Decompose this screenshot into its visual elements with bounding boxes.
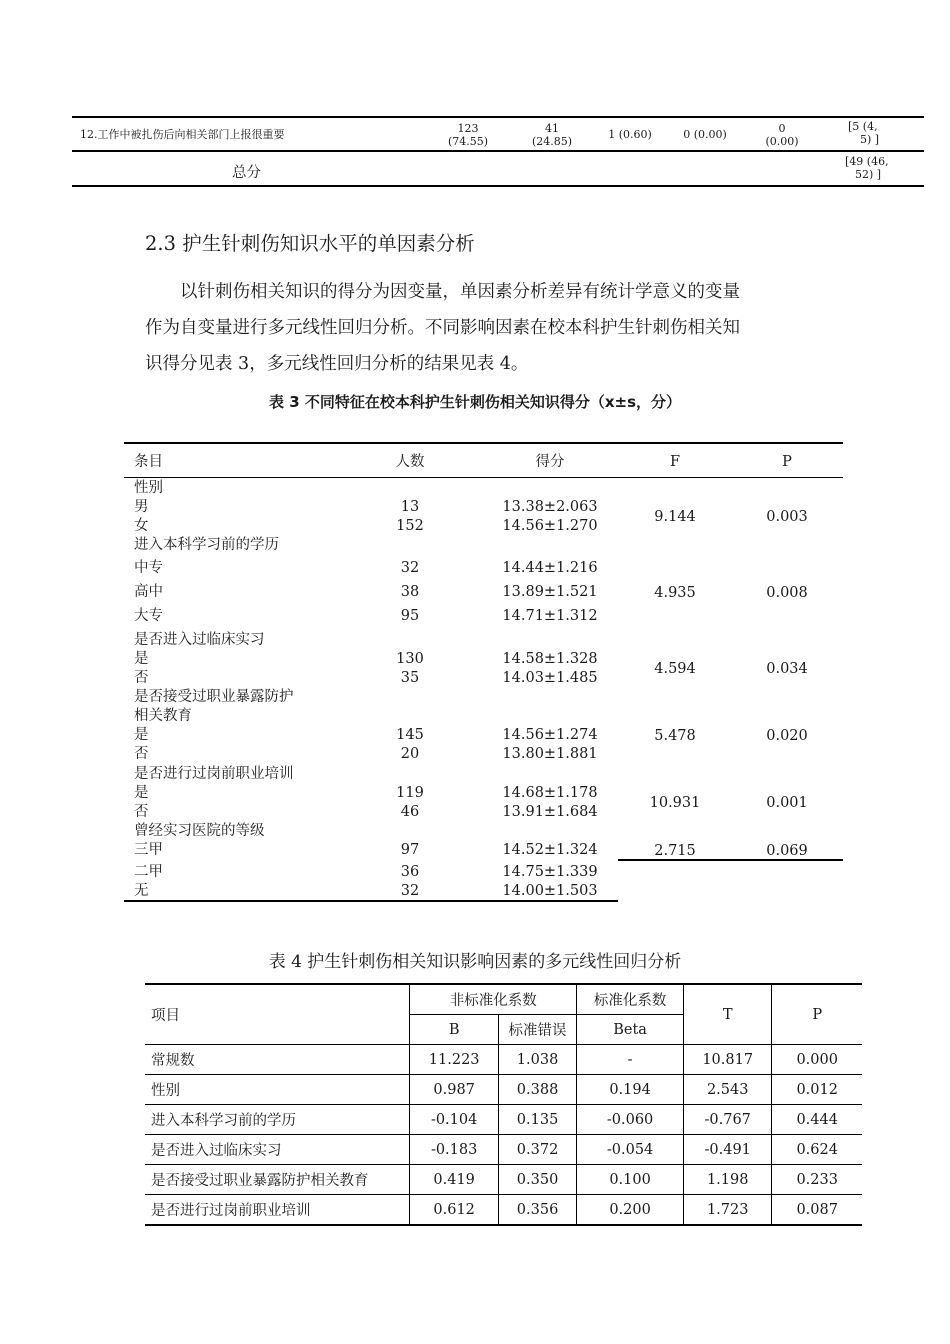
table3-row-n: 97	[400, 842, 420, 858]
table4-cell-t: 2.543	[683, 1075, 771, 1105]
table3-row-item: 中专	[134, 560, 163, 576]
row12-c4: 0 (0.00)	[683, 128, 727, 141]
row12-c5: 0 (0.00)	[765, 122, 799, 148]
table3-rule-bottom	[124, 900, 618, 902]
table4-cell-se: 0.372	[498, 1135, 576, 1165]
table3-row-item: 是否进行过岗前职业培训	[134, 766, 294, 782]
table4-cell-se: 0.350	[498, 1165, 576, 1195]
table3-header-p: P	[782, 454, 792, 470]
table3-stat-f: 9.144	[654, 509, 696, 525]
table3-stat-f: 4.935	[654, 585, 696, 601]
table4-header-beta: Beta	[577, 1015, 684, 1045]
table4-cell-item: 是否进入过临床实习	[145, 1135, 410, 1165]
table3-stat-p: 0.008	[766, 585, 808, 601]
table3-stat-f: 5.478	[654, 728, 696, 744]
table4-cell-p: 0.233	[772, 1165, 862, 1195]
table4-cell-p: 0.624	[772, 1135, 862, 1165]
table3-rule-stats-bottom	[618, 859, 843, 861]
table3-row-score: 14.52±1.324	[502, 842, 598, 858]
table4-row	[145, 1165, 862, 1195]
table3-row-score: 13.38±2.063	[502, 499, 598, 515]
table4-cell-p: 0.444	[772, 1105, 862, 1135]
table3-row-item: 性别	[134, 480, 163, 496]
table3-row-item: 高中	[134, 584, 163, 600]
table3-header-score: 得分	[535, 454, 565, 470]
table3-row-score: 14.00±1.503	[502, 883, 598, 899]
table4-row	[145, 1105, 862, 1135]
table4-row	[145, 1045, 862, 1075]
table3-row-item: 大专	[134, 608, 163, 624]
table3-row-item: 是	[134, 651, 149, 667]
section-paragraph: 以针刺伤相关知识的得分为因变量，单因素分析差异有统计学意义的变量 作为自变量进行多元线性回归分析。不同影响因素在校本科护生针刺伤相关知 识得分见表 3，多元线性回归分析的结果见表 4。	[145, 282, 740, 374]
table4-cell-t: -0.767	[683, 1105, 771, 1135]
table4-header-unstd: 非标准化系数	[410, 984, 577, 1015]
table3-row-item: 女	[134, 518, 149, 534]
table4	[145, 983, 862, 1226]
table3-row-item: 是	[134, 727, 149, 743]
section-heading: 2.3 护生针刺伤知识水平的单因素分析	[145, 232, 475, 255]
table3-header-item: 条目	[134, 454, 163, 470]
table3-row-item: 否	[134, 804, 149, 820]
top-table-rule-top	[72, 116, 924, 118]
table4-header-std: 标准化系数	[577, 984, 684, 1015]
table3-row-item: 男	[134, 499, 149, 515]
table4-cell-b: -0.104	[410, 1105, 498, 1135]
table3-header-n: 人数	[395, 454, 425, 470]
table4-header-b: B	[410, 1015, 498, 1045]
table3-row-n: 36	[400, 864, 420, 880]
table4-cell-se: 0.388	[498, 1075, 576, 1105]
table4-row	[145, 1075, 862, 1105]
table4-cell-b: -0.183	[410, 1135, 498, 1165]
table4-cell-b: 0.987	[410, 1075, 498, 1105]
top-table-rule-mid	[72, 150, 924, 152]
table4-cell-beta: 0.100	[577, 1165, 684, 1195]
table3-row-item: 进入本科学习前的学历	[134, 537, 279, 553]
table4-cell-b: 11.223	[410, 1045, 498, 1075]
table3-row-item: 曾经实习医院的等级	[134, 823, 265, 839]
table3-row-n: 46	[400, 804, 420, 820]
table3-stat-p: 0.034	[766, 661, 808, 677]
table3-row-item: 是否接受过职业暴露防护	[134, 689, 294, 705]
table4-cell-beta: 0.194	[577, 1075, 684, 1105]
table3-row-score: 14.03±1.485	[502, 670, 598, 686]
table4-cell-beta: 0.200	[577, 1195, 684, 1226]
table3-row-n: 38	[400, 584, 420, 600]
table4-cell-se: 0.356	[498, 1195, 576, 1226]
row12-c6: [5 (4, 5) ]	[848, 120, 880, 146]
table3-row-n: 152	[396, 518, 424, 534]
table4-row	[145, 1135, 862, 1165]
table4-cell-p: 0.012	[772, 1075, 862, 1105]
table3-row-item: 无	[134, 883, 149, 899]
table3-row-item: 否	[134, 670, 149, 686]
table3-row-score: 13.80±1.881	[502, 746, 598, 762]
table3-row-n: 95	[400, 608, 420, 624]
table3-row-item: 是	[134, 785, 149, 801]
table3-row-item: 二甲	[134, 864, 163, 880]
table4-cell-p: 0.087	[772, 1195, 862, 1226]
table4-header-t: T	[683, 984, 771, 1045]
table3-row-n: 32	[400, 560, 420, 576]
table3-row-score: 13.91±1.684	[502, 804, 598, 820]
table3-row-n: 20	[400, 746, 420, 762]
table3-row-score: 14.71±1.312	[502, 608, 598, 624]
table4-cell-t: 1.723	[683, 1195, 771, 1226]
table4-header-item: 项目	[145, 984, 410, 1045]
table4-cell-p: 0.000	[772, 1045, 862, 1075]
row12-c2: 41 (24.85)	[531, 122, 573, 148]
table4-cell-beta: -	[577, 1045, 684, 1075]
table3-row-n: 145	[396, 727, 424, 743]
table4-header-p: P	[772, 984, 862, 1045]
table3-stat-f: 10.931	[649, 795, 701, 811]
table4-cell-t: -0.491	[683, 1135, 771, 1165]
table3-rule-top	[124, 442, 843, 444]
table3-row-score: 14.56±1.274	[502, 727, 598, 743]
table4-cell-t: 10.817	[683, 1045, 771, 1075]
table3-stat-p: 0.003	[766, 509, 808, 525]
table3-row-score: 14.68±1.178	[502, 785, 598, 801]
table3-row-score: 14.58±1.328	[502, 651, 598, 667]
table4-cell-b: 0.419	[410, 1165, 498, 1195]
table3-stat-p: 0.020	[766, 728, 808, 744]
table3-row-item: 否	[134, 746, 149, 762]
table3-row-n: 13	[400, 499, 420, 515]
table3-row-n: 35	[400, 670, 420, 686]
table4-cell-item: 是否进行过岗前职业培训	[145, 1195, 410, 1226]
row12-item: 12.工作中被扎伤后向相关部门上报很重要	[80, 128, 285, 141]
table4-title: 表 4 护生针刺伤相关知识影响因素的多元线性回归分析	[268, 952, 682, 972]
table3-row-score: 14.44±1.216	[502, 560, 598, 576]
total-value: [49 (46, 52) ]	[845, 155, 889, 181]
table4-cell-se: 0.135	[498, 1105, 576, 1135]
table3-row-score: 13.89±1.521	[502, 584, 598, 600]
table3-row-n: 32	[400, 883, 420, 899]
table4-cell-item: 是否接受过职业暴露防护相关教育	[145, 1165, 410, 1195]
table4-cell-beta: -0.054	[577, 1135, 684, 1165]
table3-row-score: 14.75±1.339	[502, 864, 598, 880]
table4-cell-item: 性别	[145, 1075, 410, 1105]
table4-cell-t: 1.198	[683, 1165, 771, 1195]
table4-cell-item: 进入本科学习前的学历	[145, 1105, 410, 1135]
table3-row-score: 14.56±1.270	[502, 518, 598, 534]
top-table-rule-bottom	[72, 185, 924, 187]
table4-body	[145, 1045, 862, 1226]
total-label: 总分	[232, 165, 261, 181]
table4-cell-item: 常规数	[145, 1045, 410, 1075]
table4-row	[145, 1195, 862, 1226]
table3-header-f: F	[669, 454, 681, 470]
table3-rule-header	[124, 477, 843, 478]
table4-cell-se: 1.038	[498, 1045, 576, 1075]
table3-stat-f: 2.715	[654, 843, 696, 859]
row12-c1: 123 (74.55)	[447, 122, 489, 148]
table3-row-n: 130	[396, 651, 424, 667]
table4-cell-b: 0.612	[410, 1195, 498, 1226]
row12-c3: 1 (0.60)	[608, 128, 652, 141]
table3-row-item: 是否进入过临床实习	[134, 632, 265, 648]
table3-stat-p: 0.001	[766, 795, 808, 811]
table4-cell-beta: -0.060	[577, 1105, 684, 1135]
table3-title: 表 3 不同特征在校本科护生针刺伤相关知识得分（x±s，分）	[268, 393, 682, 411]
table3-row-item: 相关教育	[134, 708, 192, 724]
table3-row-item: 三甲	[134, 842, 163, 858]
table3-row-n: 119	[396, 785, 424, 801]
table4-header-se: 标准错误	[498, 1015, 576, 1045]
table3-stat-p: 0.069	[766, 843, 808, 859]
table3-stat-f: 4.594	[654, 661, 696, 677]
